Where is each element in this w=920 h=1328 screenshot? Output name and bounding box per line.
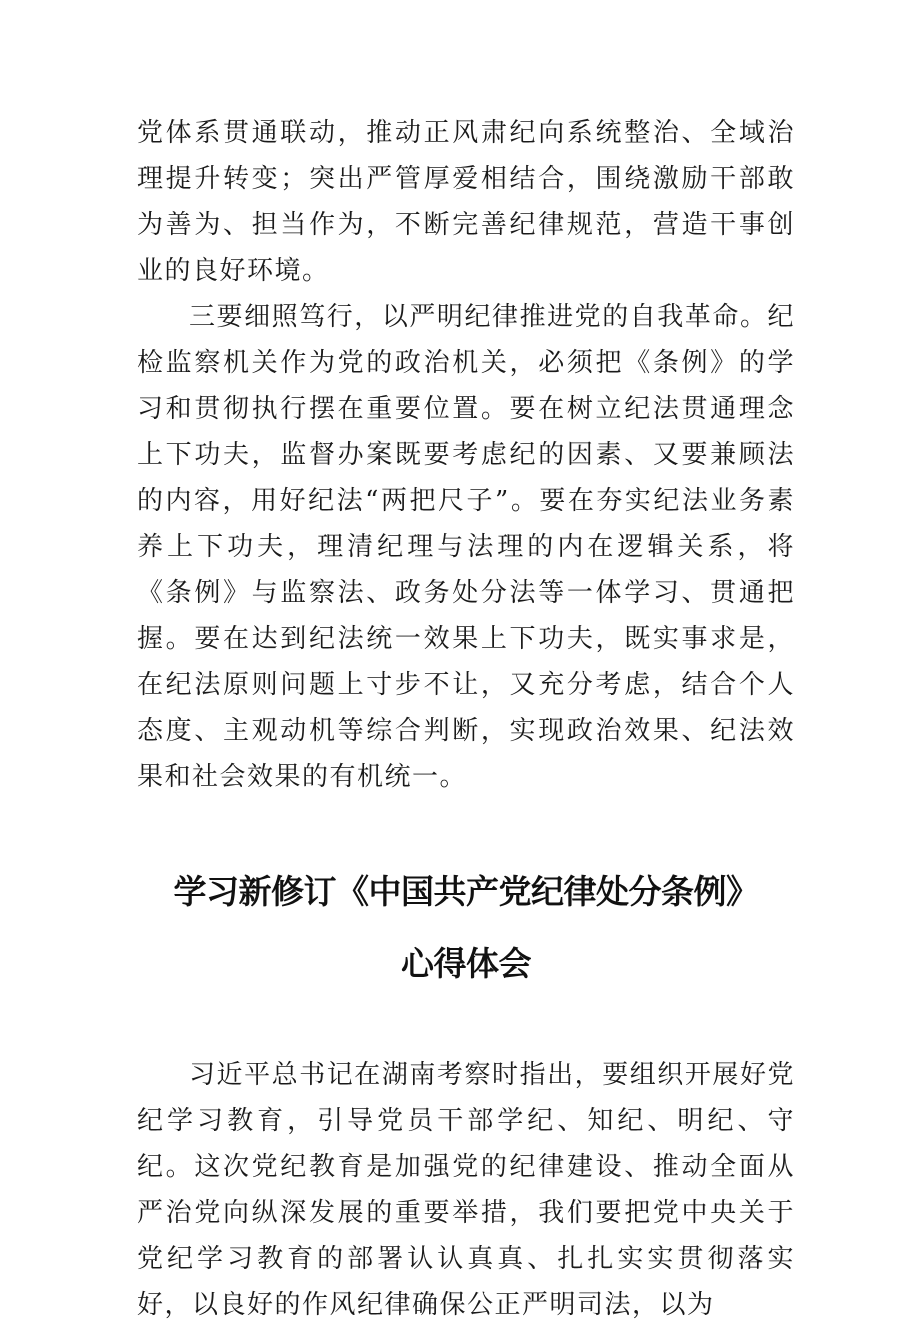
paragraph-third-point: 三要细照笃行，以严明纪律推进党的自我革命。纪检监察机关作为党的政治机关，必须把《条例》的学习和贯彻执行摆在重要位置。要在树立纪法贯通理念上下功夫，监督办案既要考虑纪的因素、又要兼顾法的内容，用好纪法“两把尺子”。要在夯实纪法业务素养上下功夫，理清纪理与法理的内在逻辑关系，将《条例》与监察法、政务处分法等一体学习、贯通把握。要在达到纪法统一效果上下功夫，既实事求是，在纪法原则问题上寸步不让，又充分考虑，结合个人态度、主观动机等综合判断，实现政治效果、纪法效果和社会效果的有机统一。	[137, 302, 795, 792]
title-line-2: 心得体会	[401, 944, 531, 983]
article-title	[137, 862, 795, 994]
paragraph-intro: 习近平总书记在湖南考察时指出，要组织开展好党纪学习教育，引导党员干部学纪、知纪、明纪、守纪。这次党纪教育是加强党的纪律建设、推动全面从严治党向纵深发展的重要举措，我们要把党中央关于党纪学习教育的部署认认真真、扎扎实实贯彻落实好，以良好的作风纪律确保公正严明司法，以为	[137, 1060, 795, 1320]
paragraph-continued: 党体系贯通联动，推动正风肃纪向系统整治、全域治理提升转变；突出严管厚爱相结合，围绕激励干部敢为善为、担当作为，不断完善纪律规范，营造干事创业的良好环境。	[137, 118, 795, 286]
document-body	[137, 110, 795, 1328]
title-line-1: 学习新修订《中国共产党纪律处分条例》	[173, 872, 759, 911]
